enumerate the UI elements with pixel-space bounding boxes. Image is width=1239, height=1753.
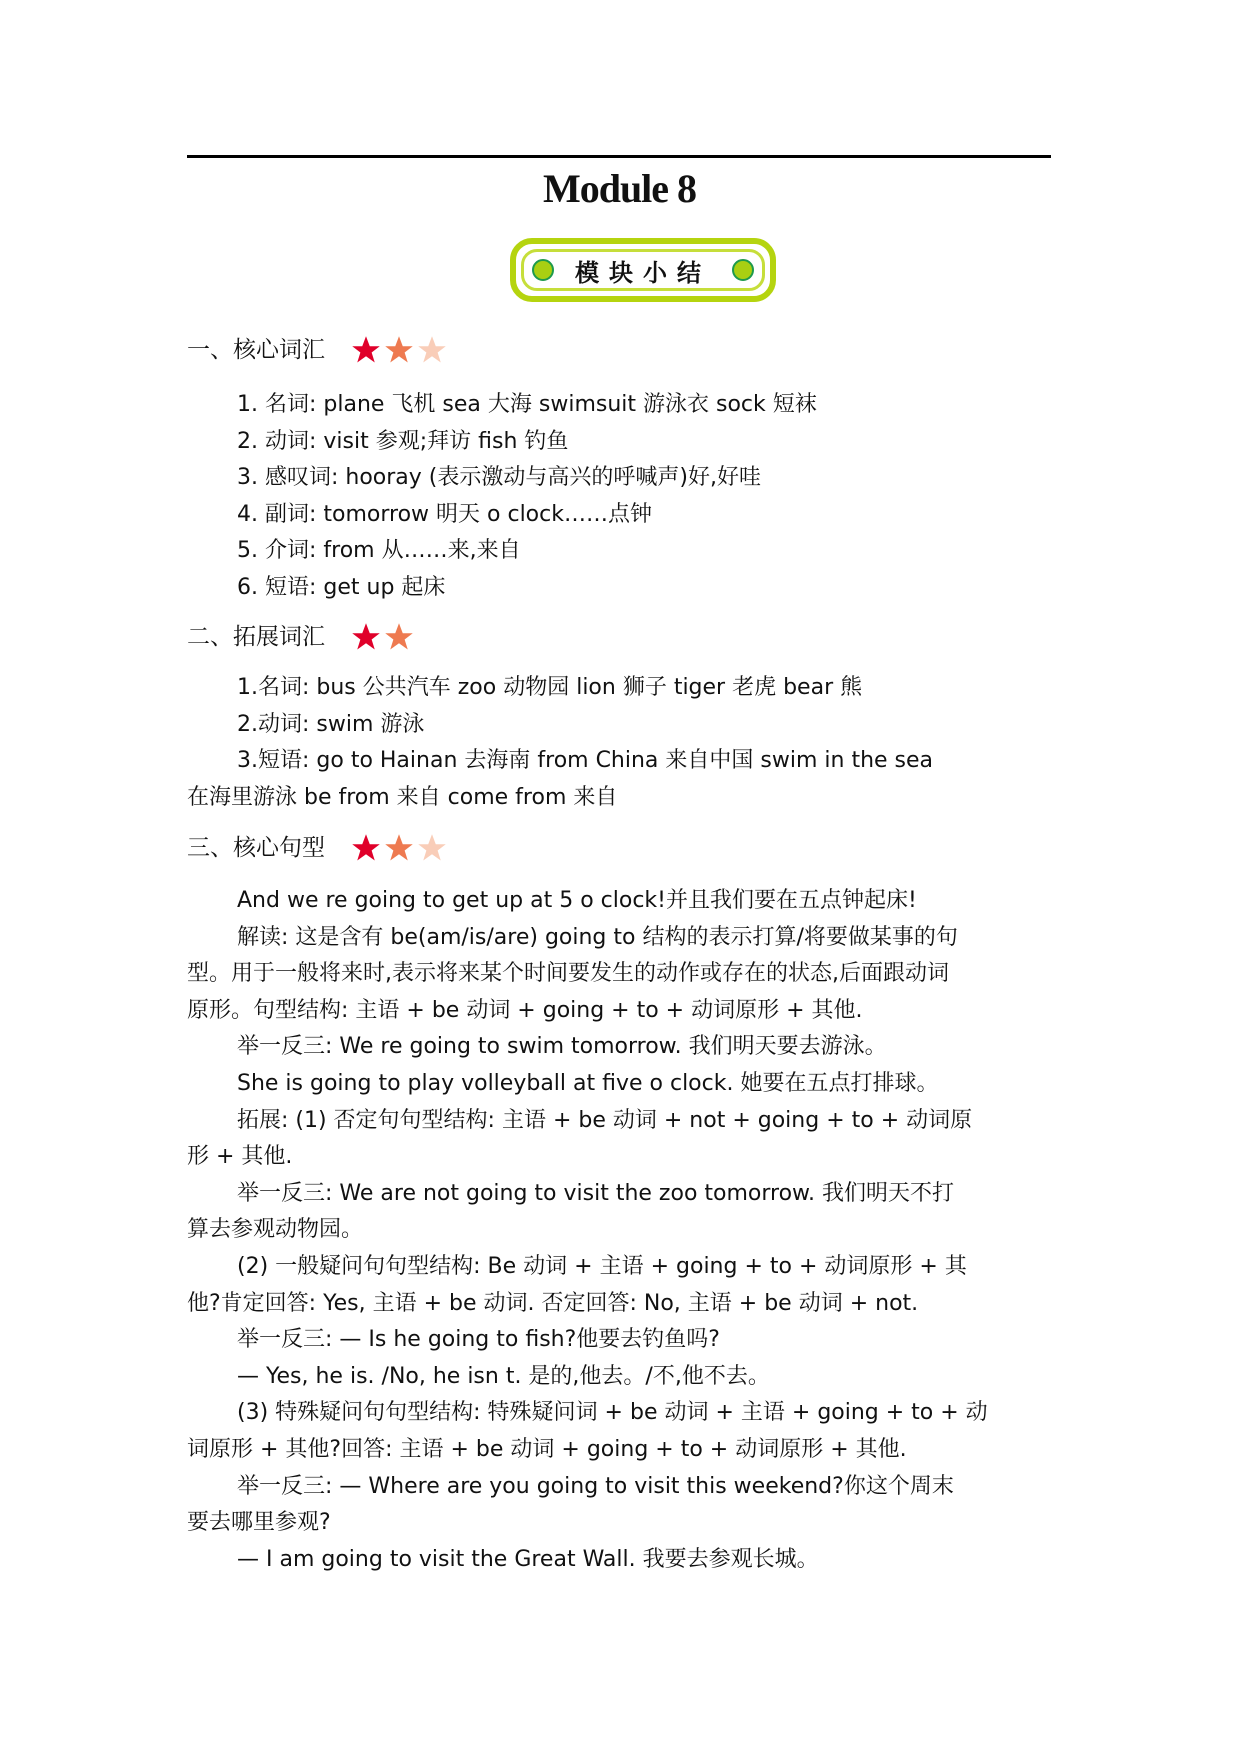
text-line: (2) 一般疑问句句型结构: Be 动词 + 主语 + going + to + 动词原形 + 其: [237, 1254, 967, 1279]
text-line: 4. 副词: tomorrow 明天 o clock……点钟: [237, 501, 652, 527]
text-line: — I am going to visit the Great Wall. 我要去参观长城。: [237, 1546, 819, 1572]
heading-text: 二、拓展词汇: [187, 624, 325, 650]
text-line: 举一反三: — Is he going to fish?他要去钓鱼吗?: [237, 1327, 720, 1353]
heading-text: 一、核心词汇: [187, 337, 325, 363]
text-line: 2.动词: swim 游泳: [237, 711, 425, 737]
page-title: Module 8: [542, 166, 697, 211]
text-line: 算去参观动物园。: [187, 1217, 364, 1243]
text-line: 他?肯定回答: Yes, 主语 + be 动词. 否定回答: No, 主语 + be 动词 + not.: [187, 1290, 919, 1316]
star-icon: [417, 335, 447, 365]
section-badge: [510, 238, 776, 302]
text-line: 6. 短语: get up 起床: [237, 575, 446, 600]
text-line: 1.名词: bus 公共汽车 zoo 动物园 lion 狮子 tiger 老虎 bear 熊: [237, 675, 863, 700]
section-heading: [187, 622, 414, 652]
text-line: 5. 介词: from 从……来,来自: [237, 538, 521, 564]
text-line: 举一反三: We are not going to visit the zoo tomorrow. 我们明天不打: [237, 1180, 955, 1206]
star-icon: [417, 833, 447, 863]
section-heading: [187, 833, 447, 863]
star-icon: [351, 335, 381, 365]
top-rule: [187, 155, 1051, 158]
text-line: 2. 动词: visit 参观;拜访 fish 钓鱼: [237, 428, 569, 454]
heading-text: 三、核心句型: [187, 835, 325, 861]
text-line: 形 + 其他.: [187, 1144, 293, 1170]
text-line: 3.短语: go to Hainan 去海南 from China 来自中国 swim in the sea: [237, 748, 934, 774]
text-line: 拓展: (1) 否定句句型结构: 主语 + be 动词 + not + going + to + 动词原: [237, 1107, 973, 1133]
dot-icon: [532, 259, 554, 281]
text-line: 型。用于一般将来时,表示将来某个时间要发生的动作或存在的状态,后面跟动词: [187, 961, 949, 987]
text-line: 词原形 + 其他?回答: 主语 + be 动词 + going + to + 动词原形 + 其他.: [187, 1437, 907, 1462]
star-icon: [384, 622, 414, 652]
text-line: 在海里游泳 be from 来自 come from 来自: [187, 784, 618, 810]
star-icon: [351, 833, 381, 863]
text-line: 3. 感叹词: hooray (表示激动与高兴的呼喊声)好,好哇: [237, 465, 761, 491]
text-line: 举一反三: We re going to swim tomorrow. 我们明天要去游泳。: [237, 1034, 887, 1060]
star-icon: [384, 335, 414, 365]
text-line: And we re going to get up at 5 o clock!并且我们要在五点钟起床!: [237, 888, 917, 913]
text-line: 1. 名词: plane 飞机 sea 大海 swimsuit 游泳衣 sock 短袜: [237, 392, 817, 417]
rating-stars: [351, 833, 447, 863]
dot-icon: [732, 259, 754, 281]
rating-stars: [351, 335, 447, 365]
text-line: 解读: 这是含有 be(am/is/are) going to 结构的表示打算/将要做某事的句: [237, 924, 958, 950]
text-line: 原形。句型结构: 主语 + be 动词 + going + to + 动词原形 + 其他.: [187, 997, 863, 1023]
text-line: (3) 特殊疑问句句型结构: 特殊疑问词 + be 动词 + 主语 + going + to + 动: [237, 1400, 988, 1426]
star-icon: [351, 622, 381, 652]
star-icon: [384, 833, 414, 863]
section-heading: [187, 335, 447, 365]
text-line: 要去哪里参观?: [187, 1510, 331, 1536]
text-line: — Yes, he is. /No, he isn t. 是的,他去。/不,他不去。: [237, 1363, 770, 1389]
badge-label: 模块小结: [575, 258, 711, 287]
rating-stars: [351, 622, 414, 652]
text-line: She is going to play volleyball at five o clock. 她要在五点打排球。: [237, 1071, 939, 1096]
text-line: 举一反三: — Where are you going to visit this weekend?你这个周末: [237, 1473, 954, 1499]
